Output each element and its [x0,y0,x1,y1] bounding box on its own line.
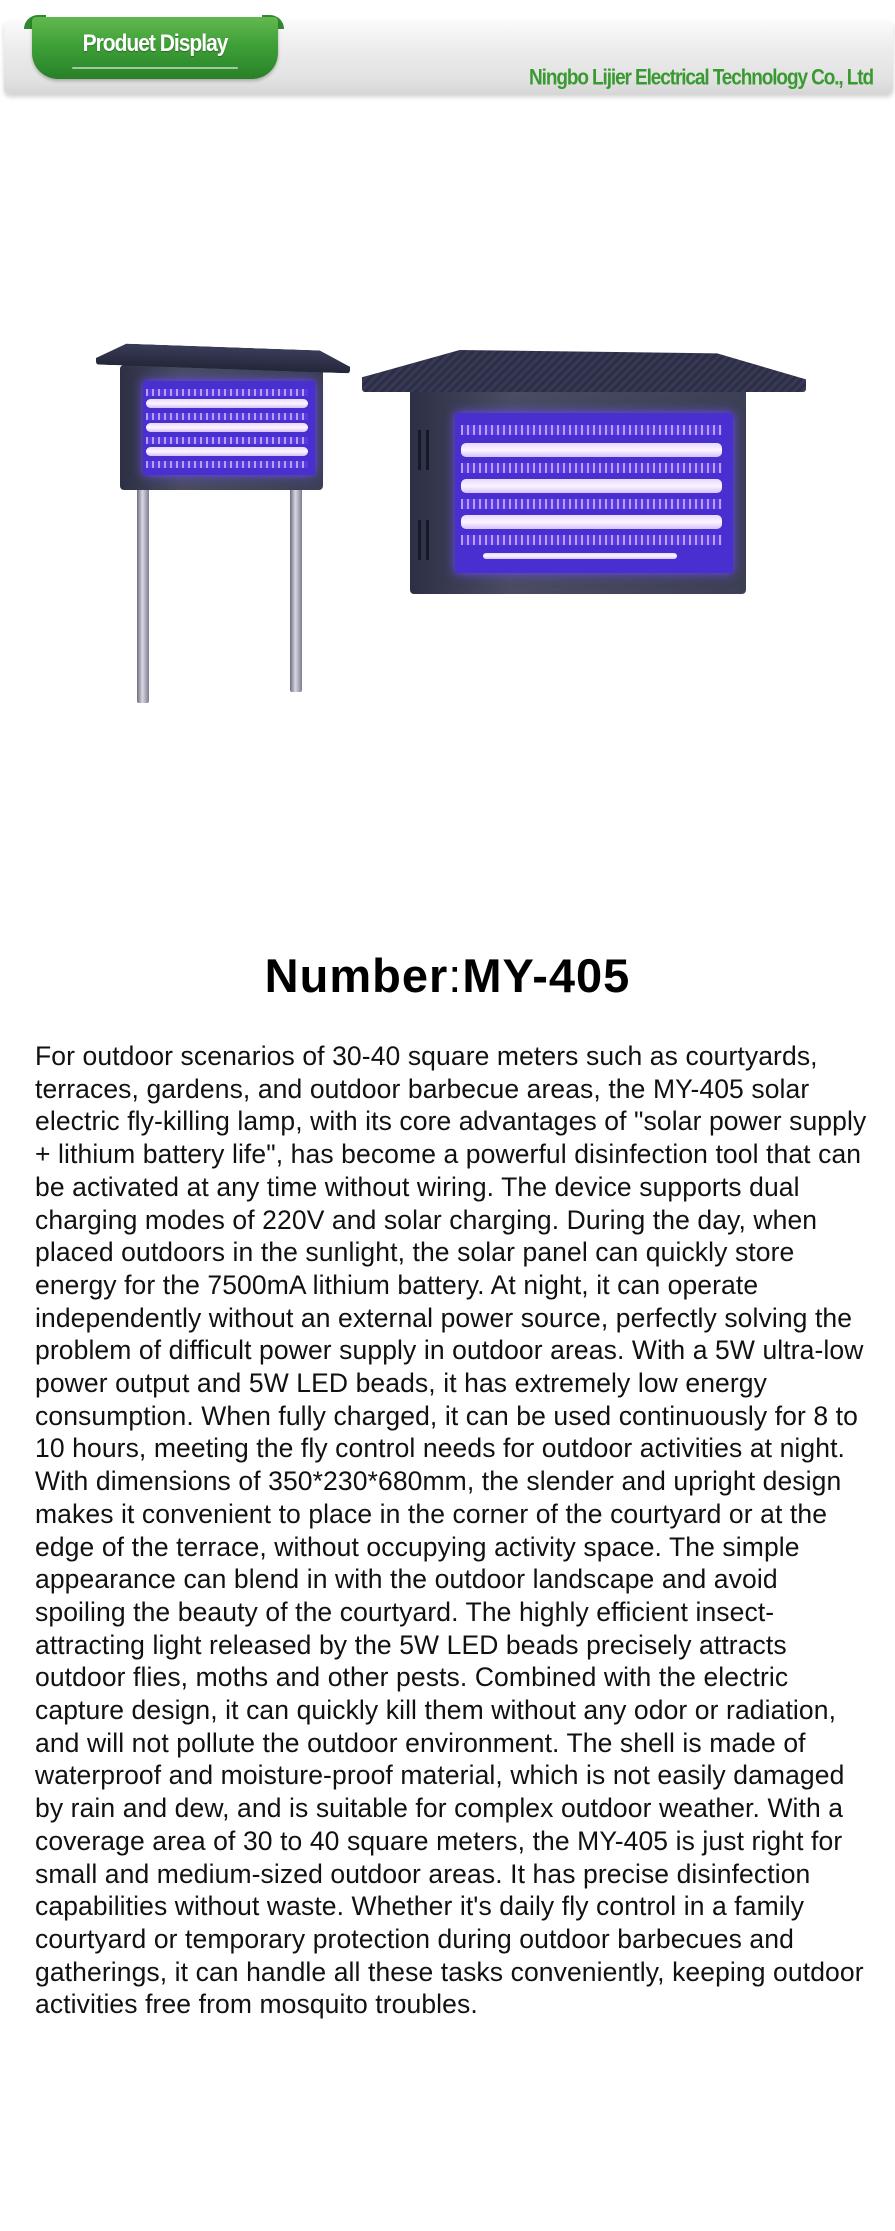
stand-leg-left [137,470,149,703]
number-separator: : [448,949,463,1002]
number-label: Number [264,949,449,1002]
side-vent [426,430,429,470]
section-title: Produet Display [82,30,228,57]
company-name: Ningbo Lijier Electrical Technology Co., Ltd [529,66,873,91]
number-value: MY-405 [462,949,631,1002]
uv-light-panel [143,381,315,475]
stand-leg-right [290,470,302,692]
side-vent [418,520,421,560]
section-ribbon [32,17,278,79]
product-number-heading [0,948,895,1003]
lamp-roof [362,350,806,392]
side-vent [418,430,421,470]
side-vent [426,520,429,560]
description-paragraph: With dimensions of 350*230*680mm, the slender and upright design makes it convenient to place in the corner of the courtyard or at the edge of the terrace, without occupying activity space. The simple appearance can blend in with the outdoor landscape and avoid spoiling the beauty of the courtyard. The highly efficient insect-attracting light released by the 5W LED beads precisely attracts outdoor flies, moths and other pests. Combined with the electric capture design, it can quickly kill them without any odor or radiation, and will not pollute the outdoor environment. The shell is made of waterproof and moisture-proof material, which is not easily damaged by rain and dew, and is suitable for complex outdoor weather. With a coverage area of 30 to 40 square meters, the MY-405 is just right for small and medium-sized outdoor areas. It has precise disinfection capabilities without waste. Whether it's daily fly control in a family courtyard or temporary protection during outdoor barbecues and gatherings, it can handle all these tasks conveniently, keeping outdoor activities free from mosquito troubles. [35,1466,864,2020]
description-paragraph: For outdoor scenarios of 30-40 square meters such as courtyards, terraces, gardens, and outdoor barbecue areas, the MY-405 solar electric fly-killing lamp, with its core advantages of "solar power supply + lithium battery life", has become a powerful disinfection tool that can be activated at any time without wiring. The device supports dual charging modes of 220V and solar charging. During the day, when placed outdoors in the sunlight, the solar panel can quickly store energy for the 7500mA lithium battery. At night, it can operate independently without an external power source, perfectly solving the problem of difficult power supply in outdoor areas. With a 5W ultra-low power output and 5W LED beads, it has extremely low energy consumption. When fully charged, it can be used continuously for 8 to 10 hours, meeting the fly control needs for outdoor activities at night. [35,1041,867,1464]
ribbon-shine [72,67,238,69]
uv-light-panel [455,413,733,573]
product-description [35,1040,875,2021]
